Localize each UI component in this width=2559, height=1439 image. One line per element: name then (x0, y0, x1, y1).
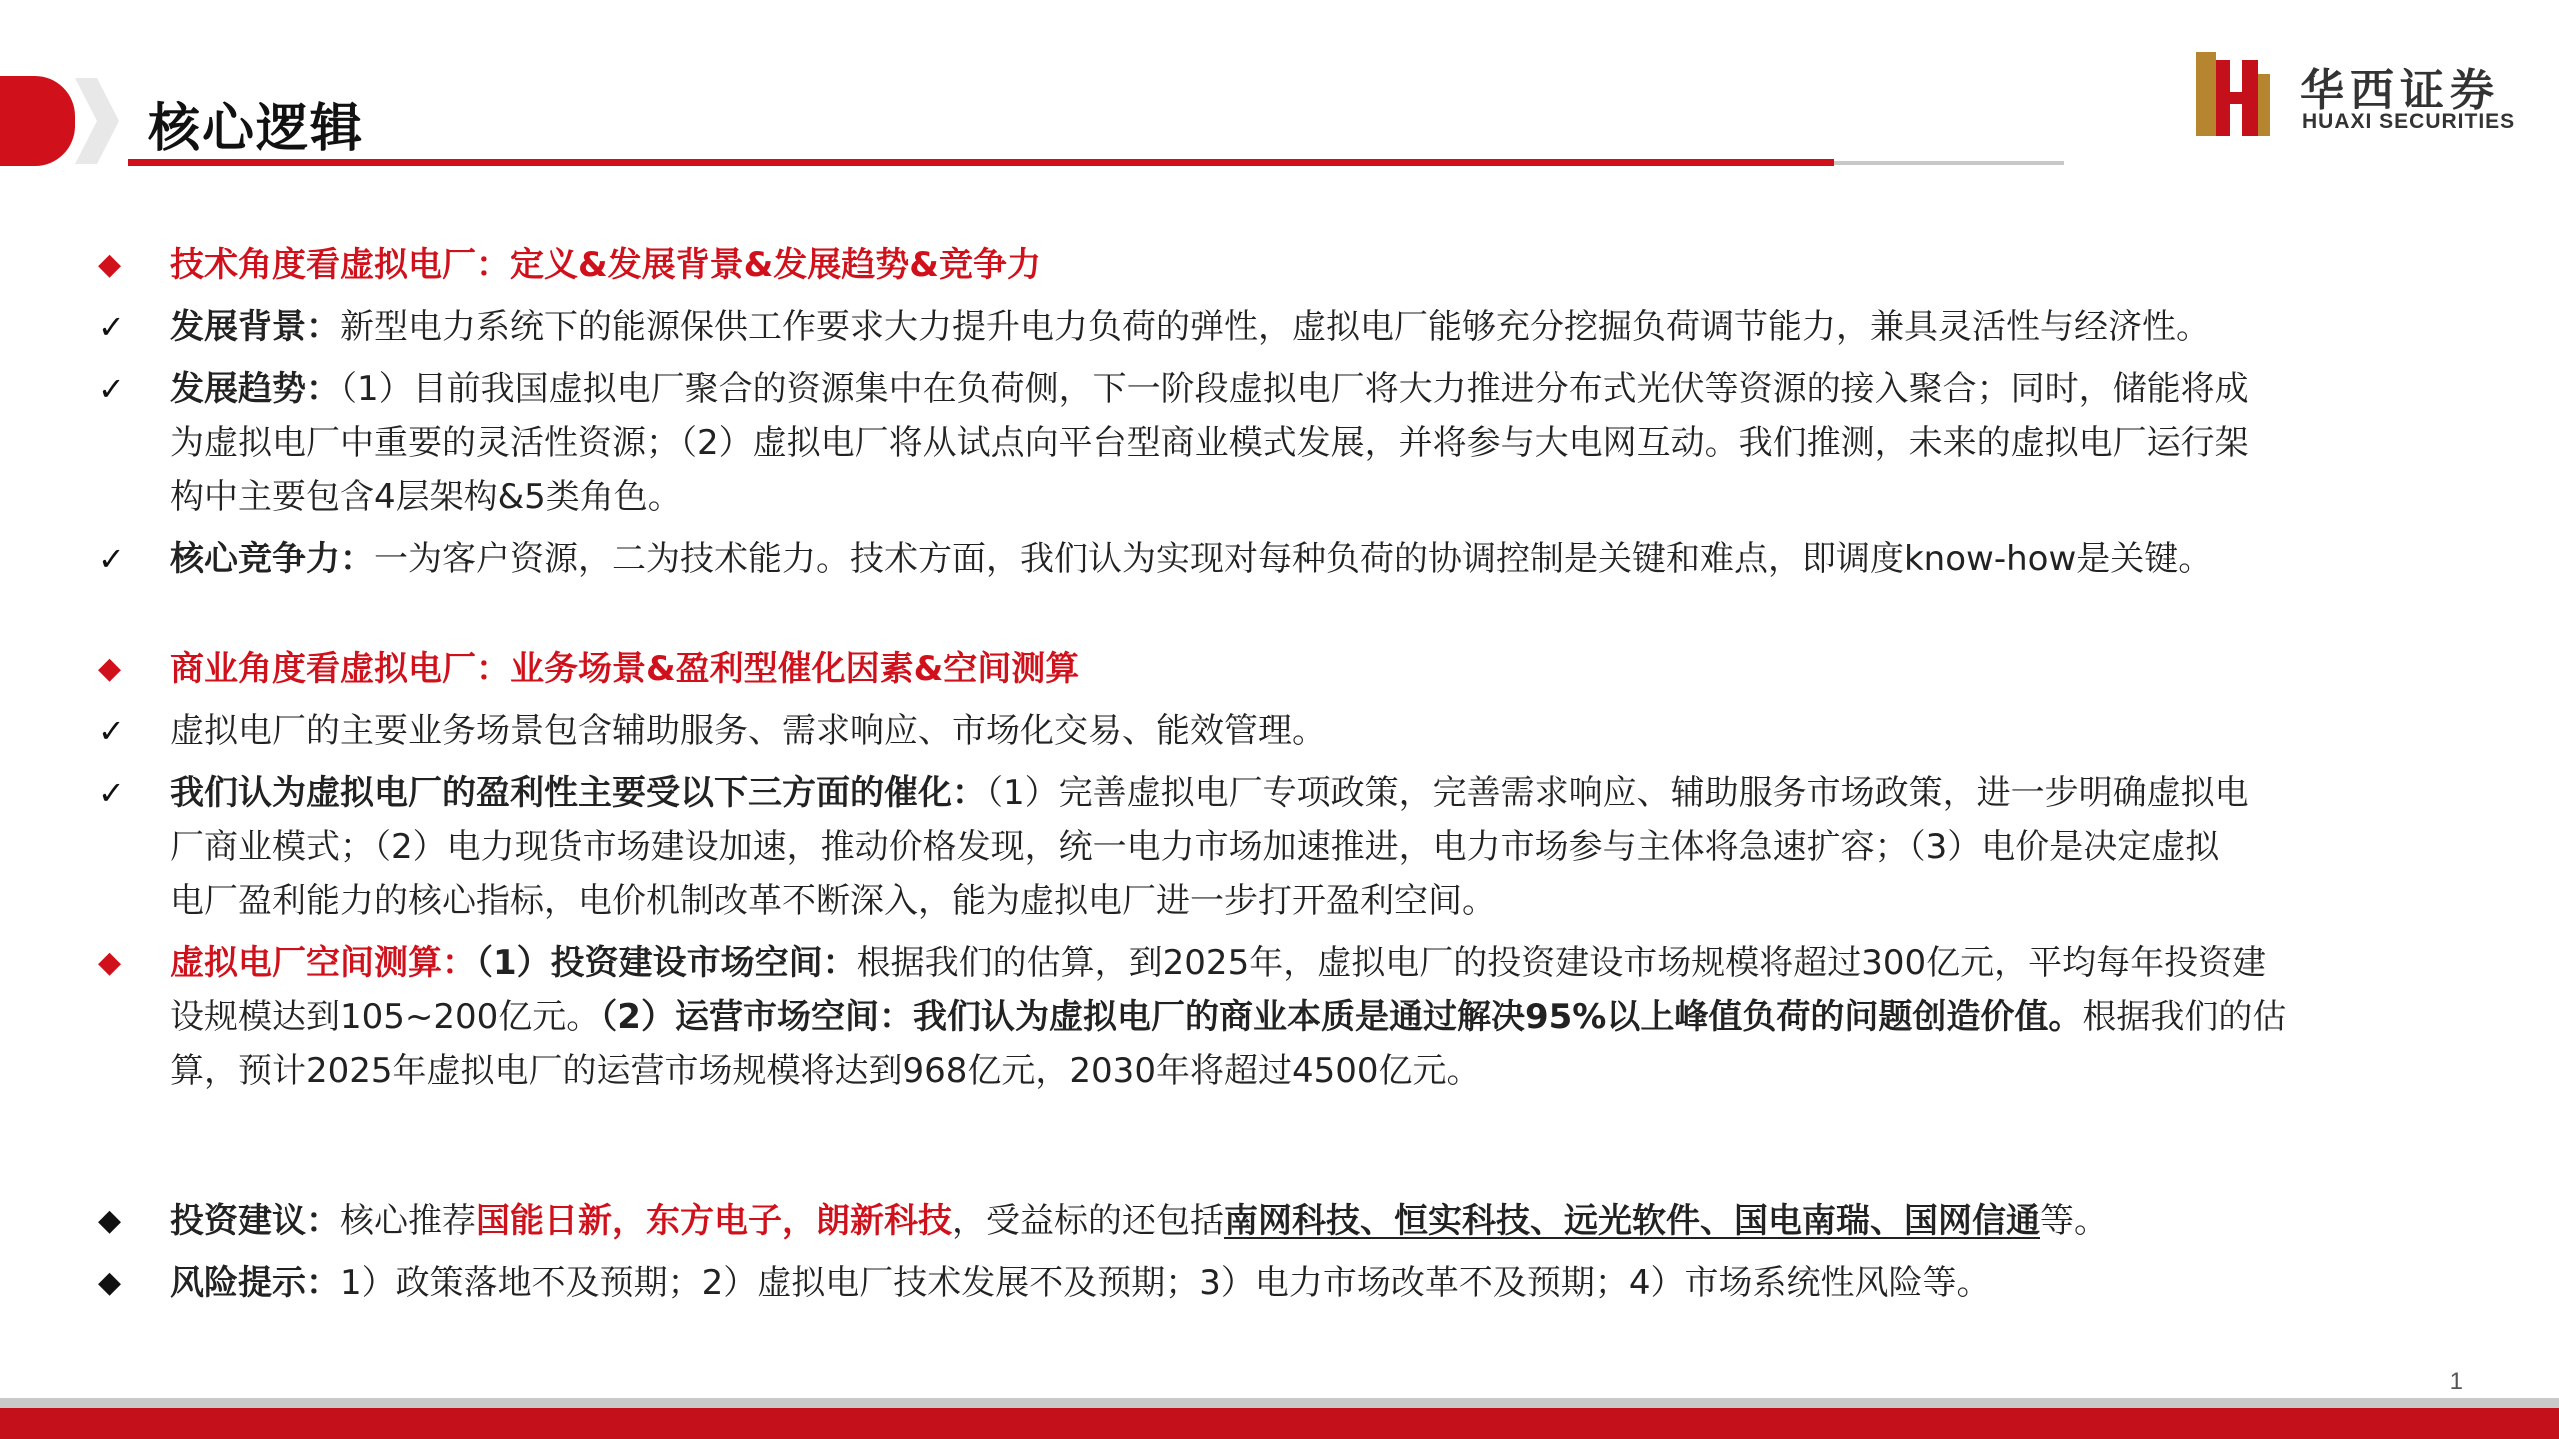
separator: 、 (1360, 1201, 1394, 1241)
diamond-icon: ◆ (98, 1265, 122, 1300)
invest-intro: 核心推荐 (340, 1201, 476, 1241)
bullet-background (98, 300, 2498, 354)
bullet-text: 一为客户资源，二为技术能力。技术方面，我们认为实现对每种负荷的协调控制是关键和难点，即调度know-how是关键。 (374, 539, 2213, 579)
bullet-competitiveness (98, 532, 2498, 586)
checkmark-icon: ✓ (98, 308, 125, 346)
beneficiary: 远光软件 (1564, 1201, 1700, 1241)
core-pick: 国能日新 (476, 1201, 612, 1241)
bullet-text-line: （1）完善虚拟电厂专项政策，完善需求响应、辅助服务市场政策，进一步明确虚拟电 (986, 773, 2249, 813)
checkmark-icon: ✓ (98, 774, 125, 812)
separator: 、 (1530, 1201, 1564, 1241)
bullet-label: 发展趋势： (170, 369, 340, 409)
page-number: 1 (2449, 1368, 2463, 1395)
bullet-scenarios (98, 704, 2498, 758)
bullet-label: 风险提示： (170, 1263, 340, 1303)
bullet-text-line: 算，预计2025年虚拟电厂的运营市场规模将达到968亿元，2030年将超过4500亿元。 (170, 1051, 1481, 1091)
heading-text: 商业角度看虚拟电厂：业务场景&盈利型催化因素&空间测算 (170, 649, 1080, 689)
bullet-text-line: 根据我们的估算，到2025年，虚拟电厂的投资建设市场规模将超过300亿元，平均每年投资建 (856, 943, 2267, 983)
page-title: 核心逻辑 (148, 99, 365, 159)
footer-red-band (0, 1408, 2559, 1439)
main-content (98, 238, 2498, 1310)
separator: ， (782, 1201, 816, 1241)
emphasis-text: 我们认为虚拟电厂的商业本质是通过解决95%以上峰值负荷的问题创造价值。 (912, 997, 2083, 1037)
bullet-text: 新型电力系统下的能源保供工作要求大力提升电力负荷的弹性，虚拟电厂能够充分挖掘负荷调节能力，兼具灵活性与经济性。 (340, 307, 2210, 347)
bullet-invest (98, 1194, 2498, 1248)
core-pick: 朗新科技 (816, 1201, 952, 1241)
bullet-sizing (98, 936, 2498, 1098)
bullet-text-line: 厂商业模式；（2）电力现货市场建设加速，推动价格发现，统一电力市场加速推进，电力市场参与主体将急速扩容；（3）电价是决定虚拟 (170, 827, 2220, 867)
bullet-text-line: 电厂盈利能力的核心指标，电价机制改革不断深入，能为虚拟电厂进一步打开盈利空间。 (170, 881, 1496, 921)
beneficiary: 国网信通 (1904, 1201, 2040, 1241)
bullet-text-line: （1）目前我国虚拟电厂聚合的资源集中在负荷侧，下一阶段虚拟电厂将大力推进分布式光伏等资源的接入聚合；同时，储能将成 (340, 369, 2249, 409)
header-red-tab (0, 76, 75, 166)
huaxi-logo-icon (2196, 52, 2272, 136)
company-logo (2196, 52, 2516, 144)
header-chevron-icon (75, 78, 119, 164)
separator: ， (612, 1201, 646, 1241)
logo-name-cn: 华西证券 (2300, 65, 2500, 116)
bullet-text-line: 构中主要包含4层架构&5类角色。 (170, 477, 682, 517)
section-heading-tech (98, 238, 2498, 292)
bullet-text: 1）政策落地不及预期；2）虚拟电厂技术发展不及预期；3）电力市场改革不及预期；4）市场系统性风险等。 (340, 1263, 1991, 1303)
checkmark-icon: ✓ (98, 540, 125, 578)
bullet-profit (98, 766, 2498, 928)
bullet-text-line: 为虚拟电厂中重要的灵活性资源；（2）虚拟电厂将从试点向平台型商业模式发展，并将参与大电网互动。我们推测，未来的虚拟电厂运行架 (170, 423, 2249, 463)
invest-mid: ，受益标的还包括 (952, 1201, 1224, 1241)
diamond-icon: ◆ (98, 1203, 122, 1238)
footer-gray-band (0, 1398, 2559, 1408)
core-pick: 东方电子 (646, 1201, 782, 1241)
section-heading-biz (98, 642, 2498, 696)
bullet-text-line: 设规模达到105~200亿元。 (170, 997, 601, 1037)
diamond-icon: ◆ (98, 945, 122, 980)
checkmark-icon: ✓ (98, 370, 125, 408)
bullet-risk (98, 1256, 2498, 1310)
beneficiary: 恒实科技 (1394, 1201, 1530, 1241)
beneficiary: 南网科技 (1224, 1201, 1360, 1241)
separator: 、 (1700, 1201, 1734, 1241)
invest-end: 等。 (2040, 1201, 2108, 1241)
diamond-icon: ◆ (98, 651, 122, 686)
logo-name-en: HUAXI SECURITIES (2302, 110, 2516, 133)
bullet-label: 投资建议： (170, 1201, 340, 1241)
bullet-label: 我们认为虚拟电厂的盈利性主要受以下三方面的催化： (170, 773, 986, 813)
separator: 、 (1870, 1201, 1904, 1241)
checkmark-icon: ✓ (98, 712, 125, 750)
title-underline (128, 159, 1834, 166)
bullet-label: 虚拟电厂空间测算： (170, 943, 476, 983)
bullet-label: 核心竞争力： (170, 539, 374, 579)
heading-text: 技术角度看虚拟电厂：定义&发展背景&发展趋势&竞争力 (170, 245, 1041, 285)
sub-label: （2）运营市场空间： (600, 997, 913, 1037)
diamond-icon: ◆ (98, 247, 122, 282)
bullet-text: 虚拟电厂的主要业务场景包含辅助服务、需求响应、市场化交易、能效管理。 (170, 711, 1326, 751)
bullet-text-line: 根据我们的估 (2082, 997, 2287, 1037)
sub-label: （1）投资建设市场空间： (476, 943, 857, 983)
bullet-trend (98, 362, 2498, 524)
bullet-label: 发展背景： (170, 307, 340, 347)
beneficiary: 国电南瑞 (1734, 1201, 1870, 1241)
title-underline-gray (1834, 161, 2064, 165)
